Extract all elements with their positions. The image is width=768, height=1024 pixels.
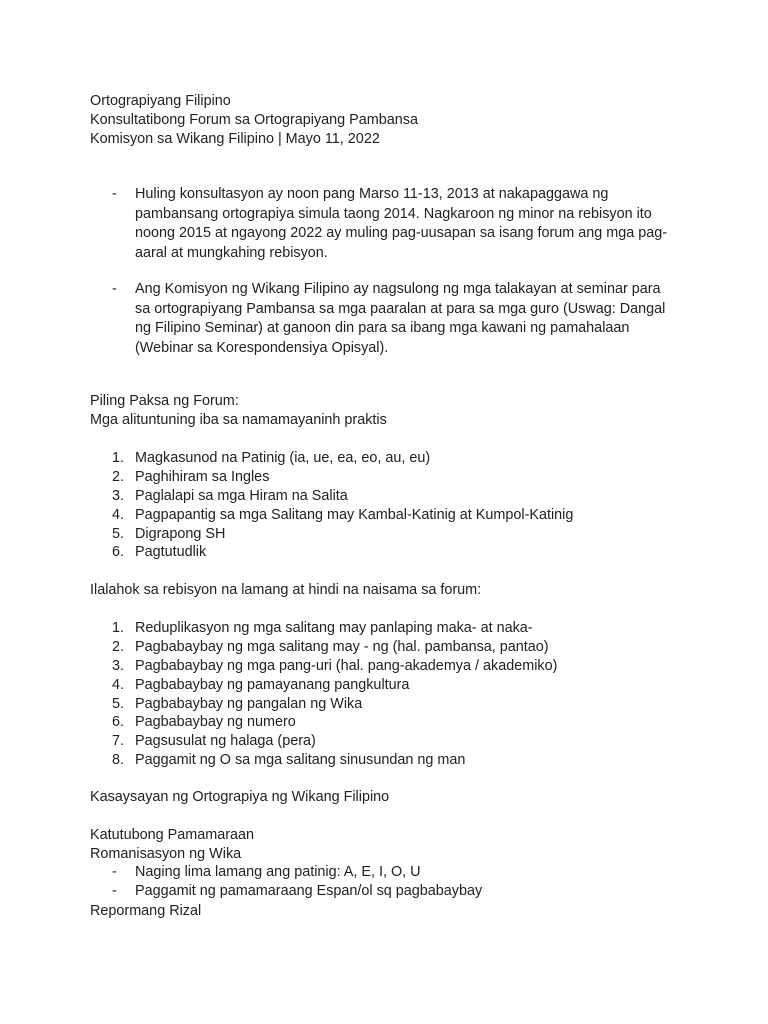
- section-heading: Piling Paksa ng Forum:: [90, 393, 239, 409]
- intro-paragraph: Ang Komisyon ng Wikang Filipino ay nagsulong ng mga talakayan at seminar para sa ortograpiyang Pambansa sa mga paaralan at para sa mga guro (Uswag: Dangal ng Filipino Seminar) at ganoon din para sa ibang mga kawani ng pamahalaan (Webinar sa Korespondensiya Opisyal).: [135, 281, 666, 356]
- document-page: Ortograpiyang Filipino Konsultatibong Forum sa Ortograpiyang Pambansa Komisyon sa Wikang Filipino | Mayo 11, 2022 - Huling konsultasyon ay noon pang Marso 11-13, 2013 at nakapaggawa ng pambansang ortograpiya simula taong 2014. Nagkaroon ng minor na rebisyon ito noong 2015 at ngayong 2022 ay muling pag-uusapan sa isang forum ang mga pag-aaral at mungkahing rebisyon. - Ang Komisyon ng Wikang Filipino ay nagsulong ng mga talakayan at seminar para sa ortograpiyang Pambansa sa mga paaralan at para sa mga guro (Uswag: Dangal ng Filipino Seminar) at ganoon din para sa ibang mga kawani ng pamahalaan (Webinar sa Korespondensiya Opisyal). Piling Paksa ng Forum: Mga alituntuning iba sa namamayaninh praktis 1. Magkasunod na Patinig (ia, ue, ea, eo, au, eu) 2. Paghihiram sa Ingles 3. Paglalapi sa mga Hiram na Salita 4. Pagpapantig sa mga Salitang may Kambal-Katinig at Kumpol-Katinig 5. Digrapong SH 6. Pagtutudlik Ilalahok sa rebisyon na lamang at hindi na naisama sa forum: 1. Reduplikasyon ng mga salitang may panlaping maka- at naka- 2. Pagbabaybay ng mga salitang may - ng (hal. pambansa, pantao) 3. Pagbabaybay ng mga pang-uri (hal. pang-akademya / akademiko) 4. Pagbabaybay ng pamayanang pangkultura 5. Pagbabaybay ng pangalan ng Wika 6. Pagbabaybay ng numero 7. Pagsusulat ng halaga (pera) 8. Paggamit ng O sa mga salitang sinusundan ng man Kasaysayan ng Ortograpiya ng Wikang Filipino Katutubong Pamamaraan Romanisasyon ng Wika - Naging lima lamang ang patinig: A, E, I, O, U - Paggamit ng pamamaraang Espan/ol sq pagbabaybay Repormang Rizal: [0, 0, 768, 1024]
- document-subtitle: Konsultatibong Forum sa Ortograpiyang Pambansa: [90, 112, 418, 128]
- document-title: Ortograpiyang Filipino: [90, 93, 231, 109]
- bullet-dash: -: [112, 186, 117, 202]
- section-subheading: Katutubong Pamamaraan: [90, 827, 255, 843]
- intro-paragraph: Huling konsultasyon ay noon pang Marso 11-13, 2013 at nakapaggawa ng pambansang ortograpiya simula taong 2014. Nagkaroon ng minor na rebisyon ito noong 2015 at ngayong 2022 ay muling pag-uusapan sa isang forum ang mga pag-aaral at mungkahing rebisyon.: [135, 186, 668, 261]
- section-subheading: Repormang Rizal: [90, 903, 202, 919]
- section-heading: Kasaysayan ng Ortograpiya ng Wikang Filipino: [90, 789, 390, 805]
- section-heading: Ilalahok sa rebisyon na lamang at hindi na naisama sa forum:: [90, 582, 482, 598]
- document-source-date: Komisyon sa Wikang Filipino | Mayo 11, 2022: [90, 131, 380, 147]
- bullet-dash: -: [112, 281, 117, 297]
- section-subheading: Romanisasyon ng Wika: [90, 846, 242, 862]
- section-subheading: Mga alituntuning iba sa namamayaninh praktis: [90, 412, 387, 428]
